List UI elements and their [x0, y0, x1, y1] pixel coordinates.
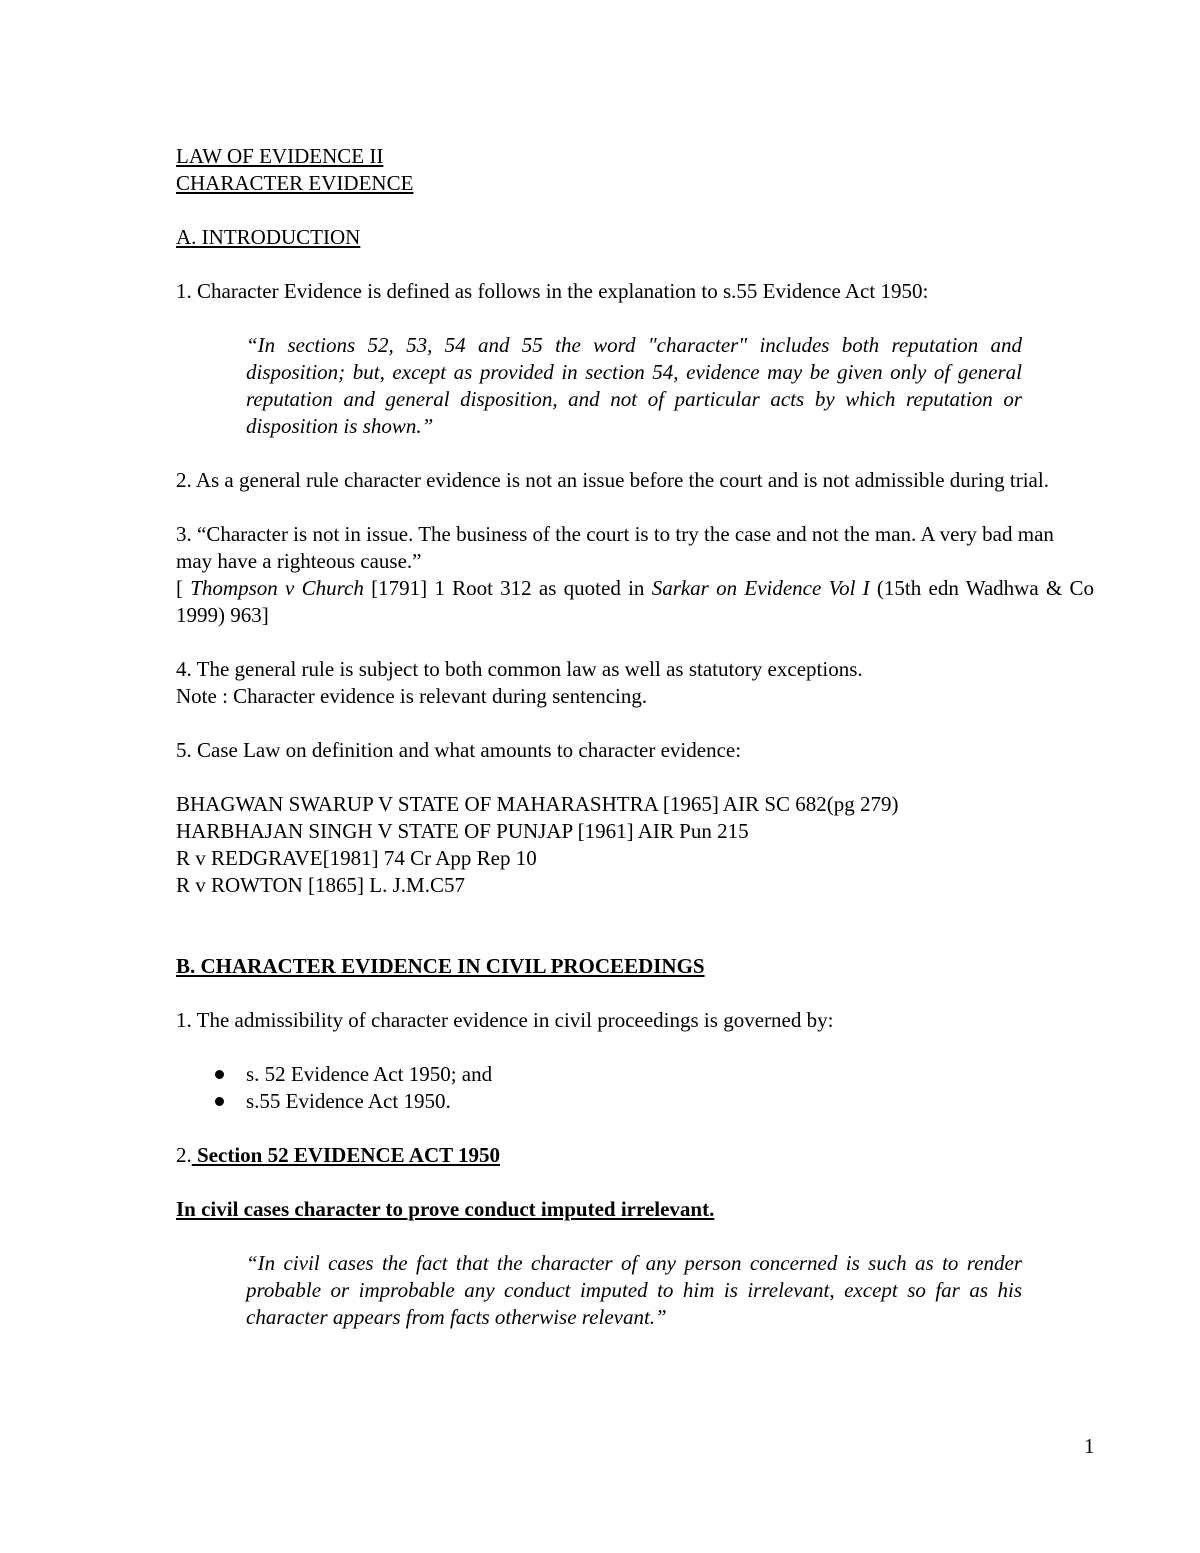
- bullet-icon: [215, 1070, 224, 1079]
- citation-end: (15th edn Wadhwa & Co 1999) 963]: [176, 576, 1094, 627]
- bullet-icon: [215, 1097, 224, 1106]
- citation-case: Thompson v Church: [190, 576, 364, 600]
- section-a-paragraph-2: 2. As a general rule character evidence is not an issue before the court and is not admissible during trial.: [176, 468, 1049, 492]
- section-a-paragraph-4: 4. The general rule is subject to both common law as well as statutory exceptions.: [176, 657, 863, 681]
- section-52-quote: “In civil cases the fact that the character of any person concerned is such as to render probable or improbable any conduct imputed to him is irrelevant, except so far as his character appears from facts otherwise relevant.”: [246, 1251, 1022, 1329]
- section-a-citation: [176, 575, 1094, 629]
- document-title: LAW OF EVIDENCE II: [176, 144, 384, 168]
- section-a-paragraph-1: 1. Character Evidence is defined as follows in the explanation to s.55 Evidence Act 1950:: [176, 279, 929, 303]
- citation-mid: [1791] 1 Root 312 as quoted in: [363, 576, 652, 600]
- bullet-text: s.55 Evidence Act 1950.: [246, 1089, 451, 1113]
- section-a-quote: “In sections 52, 53, 54 and 55 the word "character" includes both reputation and disposition; but, except as provided in section 54, evidence may be given only of general reputation and general disposition, and not of particular acts by which reputation or disposition is shown.”: [246, 333, 1022, 438]
- section-b-heading: B. CHARACTER EVIDENCE IN CIVIL PROCEEDINGS: [176, 954, 705, 978]
- section-b-p2-number: 2.: [176, 1143, 192, 1167]
- citation-book: Sarkar on Evidence Vol I: [651, 576, 870, 600]
- section-a-note: Note : Character evidence is relevant during sentencing.: [176, 684, 648, 708]
- document-subtitle: CHARACTER EVIDENCE: [176, 171, 414, 195]
- case-law-item: R v REDGRAVE[1981] 74 Cr App Rep 10: [176, 846, 537, 870]
- section-b-paragraph-1: 1. The admissibility of character evidence in civil proceedings is governed by:: [176, 1008, 834, 1032]
- case-law-item: R v ROWTON [1865] L. J.M.C57: [176, 873, 465, 897]
- citation-open: [: [176, 576, 191, 600]
- section-b-paragraph-2: [176, 1142, 1094, 1169]
- case-law-item: BHAGWAN SWARUP V STATE OF MAHARASHTRA [1965] AIR SC 682(pg 279): [176, 792, 899, 816]
- section-a-heading: A. INTRODUCTION: [176, 225, 361, 249]
- section-a-paragraph-5: 5. Case Law on definition and what amounts to character evidence:: [176, 738, 742, 762]
- section-52-heading: Section 52 EVIDENCE ACT 1950: [191, 1143, 500, 1167]
- bullet-list: [176, 1061, 1094, 1115]
- section-a-paragraph-3: 3. “Character is not in issue. The business of the court is to try the case and not the man. A very bad man may have a righteous cause.”: [176, 522, 1054, 573]
- page-content: [176, 143, 1094, 1331]
- case-law-item: HARBHAJAN SINGH V STATE OF PUNJAP [1961] AIR Pun 215: [176, 819, 749, 843]
- bullet-item: [176, 1088, 1094, 1115]
- bullet-text: s. 52 Evidence Act 1950; and: [246, 1062, 493, 1086]
- section-52-subheading: In civil cases character to prove conduct imputed irrelevant.: [176, 1197, 715, 1221]
- bullet-item: [176, 1061, 1094, 1088]
- page-number: 1: [1084, 1434, 1095, 1458]
